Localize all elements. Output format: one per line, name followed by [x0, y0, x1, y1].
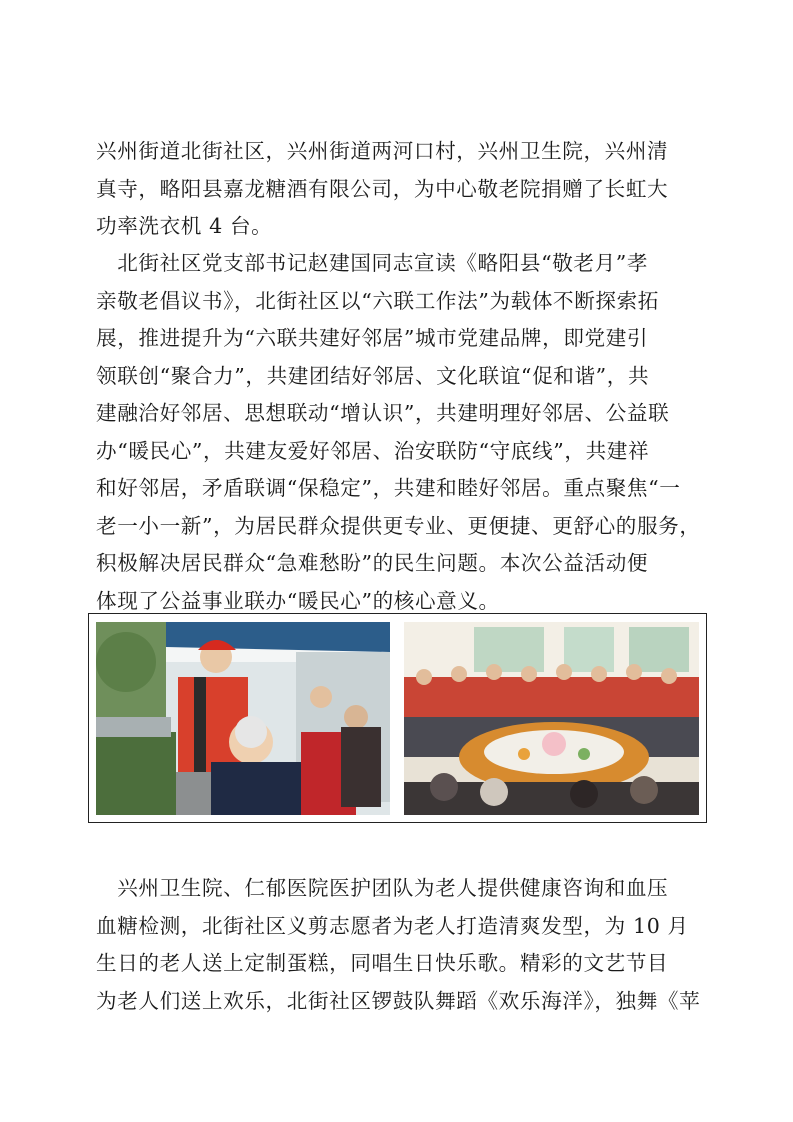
text-line: 体现了公益事业联办“暖民心”的核心意义。	[96, 588, 500, 613]
photo-strip	[88, 613, 707, 823]
text-line: 积极解决居民群众“急难愁盼”的民生问题。本次公益活动便	[96, 551, 649, 575]
text-line: 为老人们送上欢乐，北街社区锣鼓队舞蹈《欢乐海洋》，独舞《苹	[96, 988, 701, 1013]
text-line: 血糖检测，北街社区义剪志愿者为老人打造清爽发型，为 10 月	[96, 913, 689, 938]
text-line: 亲敬老倡议书》，北街社区以“六联工作法”为载体不断探索拓	[96, 288, 659, 313]
paragraph-donation	[96, 133, 700, 246]
text-line: 北街社区党支部书记赵建国同志宣读《略阳县“敬老月”孝	[96, 251, 649, 275]
text-line: 和好邻居，矛盾联调“保稳定”，共建和睦好邻居。重点聚焦“一	[96, 476, 681, 500]
text-line: 真寺，略阳县嘉龙糖酒有限公司，为中心敬老院捐赠了长虹大	[96, 176, 669, 201]
text-line: 兴州卫生院、仁郁医院医护团队为老人提供健康咨询和血压	[96, 876, 669, 900]
text-line: 建融洽好邻居、思想联动“增认识”，共建明理好邻居、公益联	[96, 401, 670, 425]
text-line: 兴州街道北街社区，兴州街道两河口村，兴州卫生院，兴州清	[96, 139, 669, 163]
paragraph-proposal	[96, 245, 700, 620]
text-line: 领联创“聚合力”，共建团结好邻居、文化联谊“促和谐”，共	[96, 363, 650, 388]
text-line: 功率洗衣机 4 台。	[96, 214, 273, 238]
text-line: 办“暖民心”，共建友爱好邻居、治安联防“守底线”，共建祥	[96, 438, 650, 463]
paragraph-services	[96, 870, 700, 1020]
text-line: 展，推进提升为“六联共建好邻居”城市党建品牌，即党建引	[96, 326, 649, 350]
text-line: 老一小一新”，为居民群众提供更专业、更便捷、更舒心的服务，	[96, 513, 701, 538]
volunteer-haircut-photo	[96, 622, 390, 815]
text-line: 生日的老人送上定制蛋糕，同唱生日快乐歌。精彩的文艺节目	[96, 951, 669, 975]
elderly-birthday-banquet-photo	[404, 622, 699, 815]
